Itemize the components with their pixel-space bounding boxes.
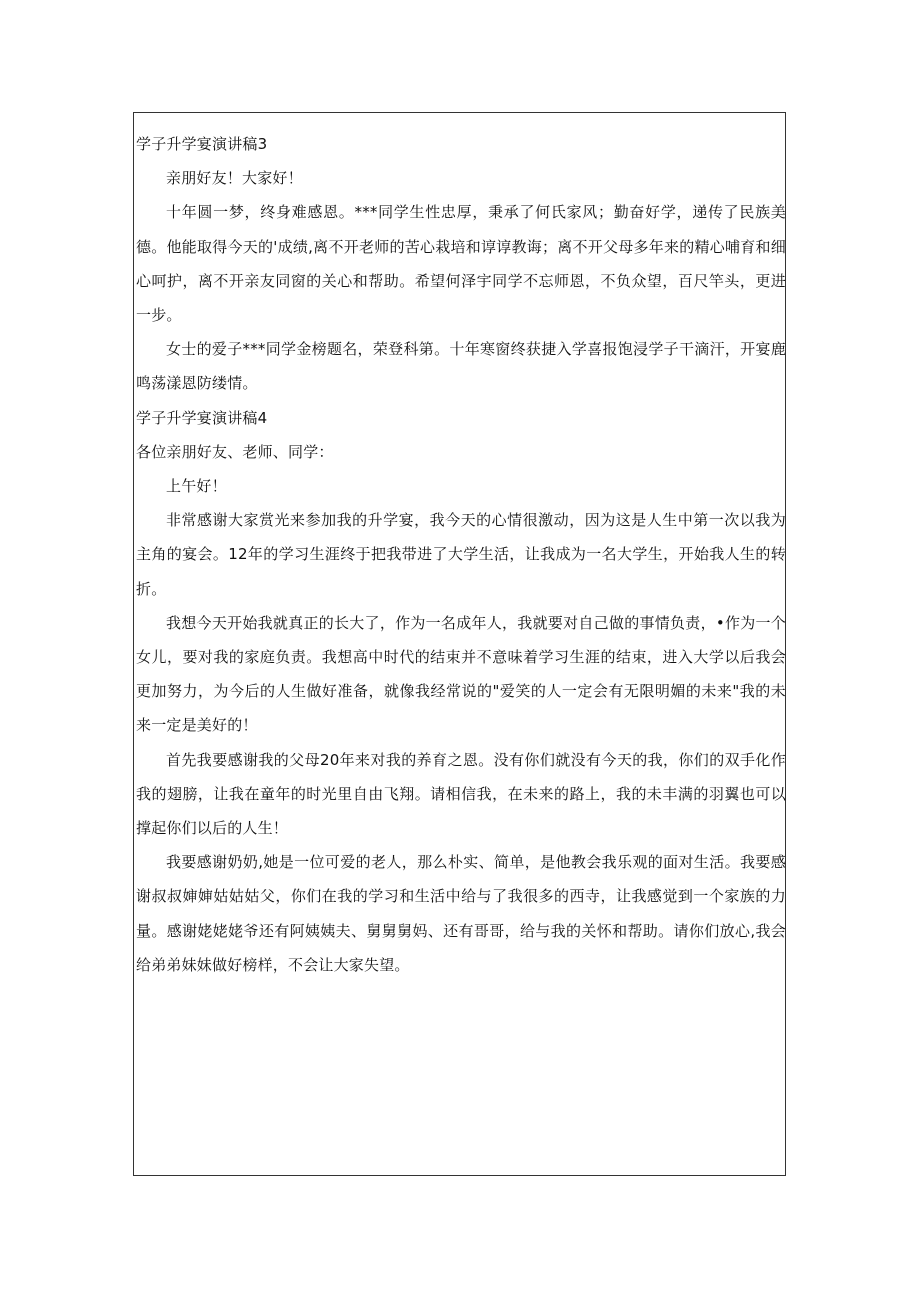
section-3-title: 学子升学宴演讲稿3 bbox=[136, 135, 268, 153]
section-4-paragraph-3: 我想今天开始我就真正的长大了，作为一名成年人，我就要对自己做的事情负责，•作为一个女儿，要对我的家庭负责。我想高中时代的结束并不意味着学习生涯的结束，进入大学以后我会更加努力，为今后的人生做好准备，就像我经常说的"爱笑的人一定会有无限明媚的未来"我的未来一定是美好的！ bbox=[136, 613, 786, 735]
document-body bbox=[136, 127, 786, 982]
section-3-paragraph-3: 女士的爱子***同学金榜题名，荣登科第。十年寒窗终获捷入学喜报饱浸学子干滴汗，开宴鹿鸣荡漾恩防缕情。 bbox=[136, 340, 786, 393]
section-4-paragraph-5: 我要感谢奶奶,她是一位可爱的老人，那么朴实、简单，是他教会我乐观的面对生活。我要感谢叔叔婶婶姑姑姑父，你们在我的学习和生活中给与了我很多的西寺，让我感觉到一个家族的力量。感谢姥姥姥爷还有阿姨姨夫、舅舅舅妈、还有哥哥，给与我的关怀和帮助。请你们放心,我会给弟弟妹妹做好榜样，不会让大家失望。 bbox=[136, 853, 786, 974]
section-4-greeting: 各位亲朋好友、老师、同学： bbox=[136, 442, 334, 461]
section-4-title: 学子升学宴演讲稿4 bbox=[136, 408, 268, 427]
section-4-paragraph-2: 非常感谢大家赏光来参加我的升学宴，我今天的心情很激动，因为这是人生中第一次以我为主角的宴会。12年的学习生涯终于把我带进了大学生活，让我成为一名大学生，开始我人生的转折。 bbox=[136, 511, 786, 598]
section-4-paragraph-4: 首先我要感谢我的父母20年来对我的养育之恩。没有你们就没有今天的我，你们的双手化作我的翅膀，让我在童年的时光里自由飞翔。请相信我，在未来的路上，我的未丰满的羽翼也可以撑起你们以后的人生！ bbox=[136, 750, 786, 838]
section-3-paragraph-1: 亲朋好友！大家好！ bbox=[166, 169, 303, 188]
section-3-paragraph-2: 十年圆一梦，终身难感恩。***同学生性忠厚，秉承了何氏家风；勤奋好学，递传了民族美德。他能取得今天的'成绩,离不开老师的苦心栽培和谆谆教诲；离不开父母多年来的精心哺育和细心呵护，离不开亲友同窗的关心和帮助。希望何泽宇同学不忘师恩，不负众望，百尺竿头，更进一步。 bbox=[136, 203, 786, 325]
section-4-paragraph-1: 上午好！ bbox=[166, 477, 227, 496]
